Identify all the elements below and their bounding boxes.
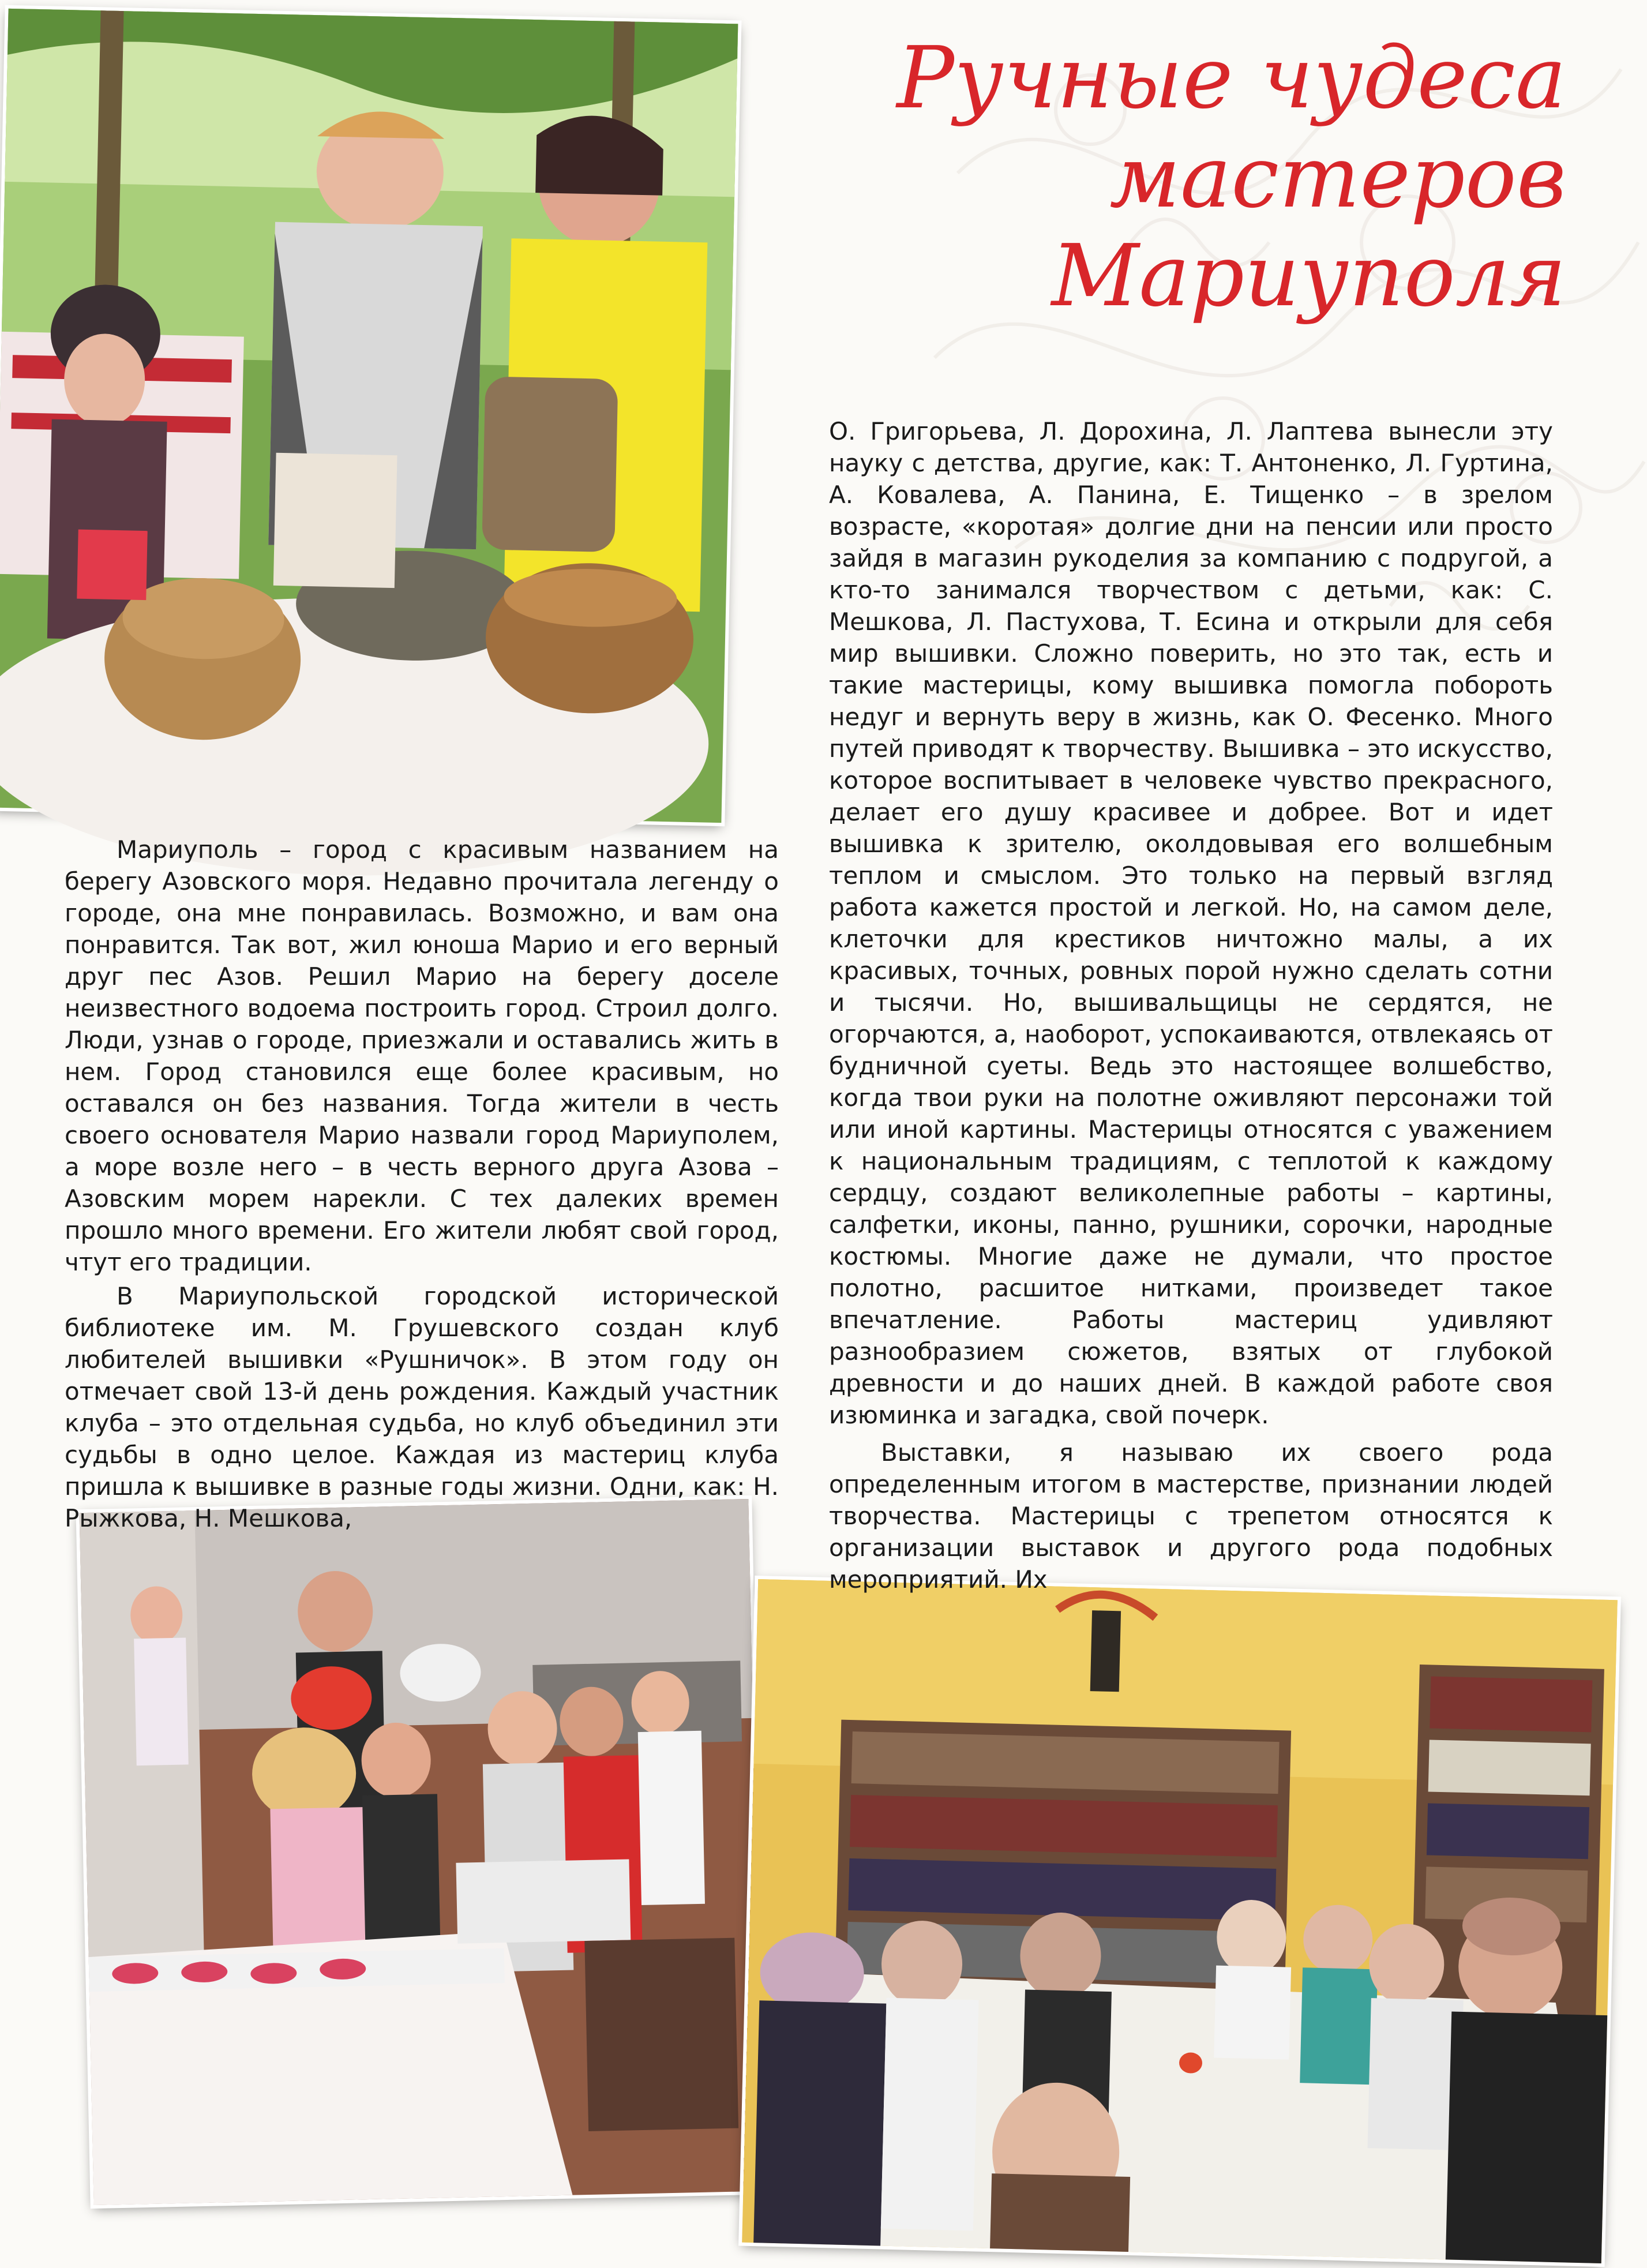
title-line-2: мастеров <box>1109 127 1566 227</box>
paragraph-craftswomen: О. Григорьева, Л. Дорохина, Л. Лаптева вынесли эту науку с детства, другие, как: Т. Антоненко, Л. Гуртина, А. Ковалева, А. Панина, Е. Тищенко – в зрелом возрасте, «коротая» долгие дни на пенсии или просто зайдя в магазин рукоделия за компанию с подругой, а кто-то занимался творчеством с детьми, как: С. Мешкова, Л. Пастухова, Т. Есина и открыли для себя мир вышивки. Сложно поверить, но это так, есть и такие мастерицы, кому вышивка помогла побороть недуг и вернуть веру в жизнь, как О. Фесенко. Много путей приводят к творчеству. Вышивка – это искусство, которое воспитывает в человеке чувство прекрасного, делает его душу красивее и добрее. Вот и идет вышивка к зрителю, околдовывая его волшебным теплом и смыслом. Это только на первый взгляд работа кажется простой и легкой. Но, на самом деле, клеточки для крестиков ничтожно малы, а их красивых, точных, ровных порой нужно сделать сотни и тысячи. Но, вышивальщицы не сердятся, не огорчаются, а, наоборот, успокаиваются, отвлекаясь от будничной суеты. Ведь это настоящее волшебство, когда твои руки на полотне оживляют персонажи той или иной картины. Мастерицы относятся с уважением к национальным традициям, с теплотой к каждому сердцу, создают великолепные работы – картины, салфетки, иконы, панно, рушники, сорочки, народные костюмы. Многие даже не думали, что простое полотно, расшитое нитками, произведет такое впечатление. Работы мастериц удивляют разнообразием сюжетов, взятых от глубокой древности и до наших дней. В каждой работе своя изюминка и загадка, свой почерк. <box>829 417 1553 1429</box>
paragraph-exhibitions: Выставки, я называю их своего рода определенным итогом в мастерстве, признании людей творчества. Мастерицы с трепетом относятся к организации выставок и другого рода подобных мероприятий. Их <box>829 1438 1553 1594</box>
paragraph-legend: Мариуполь – город с красивым названием на берегу Азовского моря. Недавно прочитала легенду о городе, она мне понравилась. Возможно, и вам она понравится. Так вот, жил юноша Марио и его верный друг пес Азов. Решил Марио на берегу доселе неизвестного водоема построить город. Строил долго. Люди, узнав о городе, приезжали и оставались жить в нем. Город становился еще более красивым, но оставался он без названия. Тогда жители в честь своего основателя Марио назвали город Мариуполем, а море возле него – в честь верного друга Азова – Азовским морем нарекли. С тех далеких времен прошло много времени. Его жители любят свой город, чтут его традиции. <box>65 835 779 1276</box>
article-column-right <box>829 415 1553 1594</box>
article-column-left <box>65 834 779 1532</box>
article-title <box>874 29 1566 326</box>
photo-children-exhibition-image <box>80 1499 763 2205</box>
title-line-3: Мариуполя <box>1051 226 1566 326</box>
photo-craftswomen-baskets-image <box>0 9 738 823</box>
paragraph-club: В Мариупольской городской исторической библиотеке им. М. Грушевского создан клуб любителей вышивки «Рушничок». В этом году он отмечает свой 13-й день рождения. Каждый участник клуба – это отдельная судьба, но клуб объединил эти судьбы в одно целое. Каждая из мастериц клуба пришла к вышивке в разные годы жизни. Одни, как: Н. Рыжкова, Н. Мешкова, <box>65 1282 779 1532</box>
photo-craftswomen-baskets <box>0 9 738 823</box>
photo-library-club-meeting-image <box>742 1579 1618 2263</box>
title-line-1: Ручные чудеса <box>896 28 1566 128</box>
photo-library-club-meeting <box>742 1579 1618 2263</box>
photo-children-exhibition <box>80 1499 763 2205</box>
